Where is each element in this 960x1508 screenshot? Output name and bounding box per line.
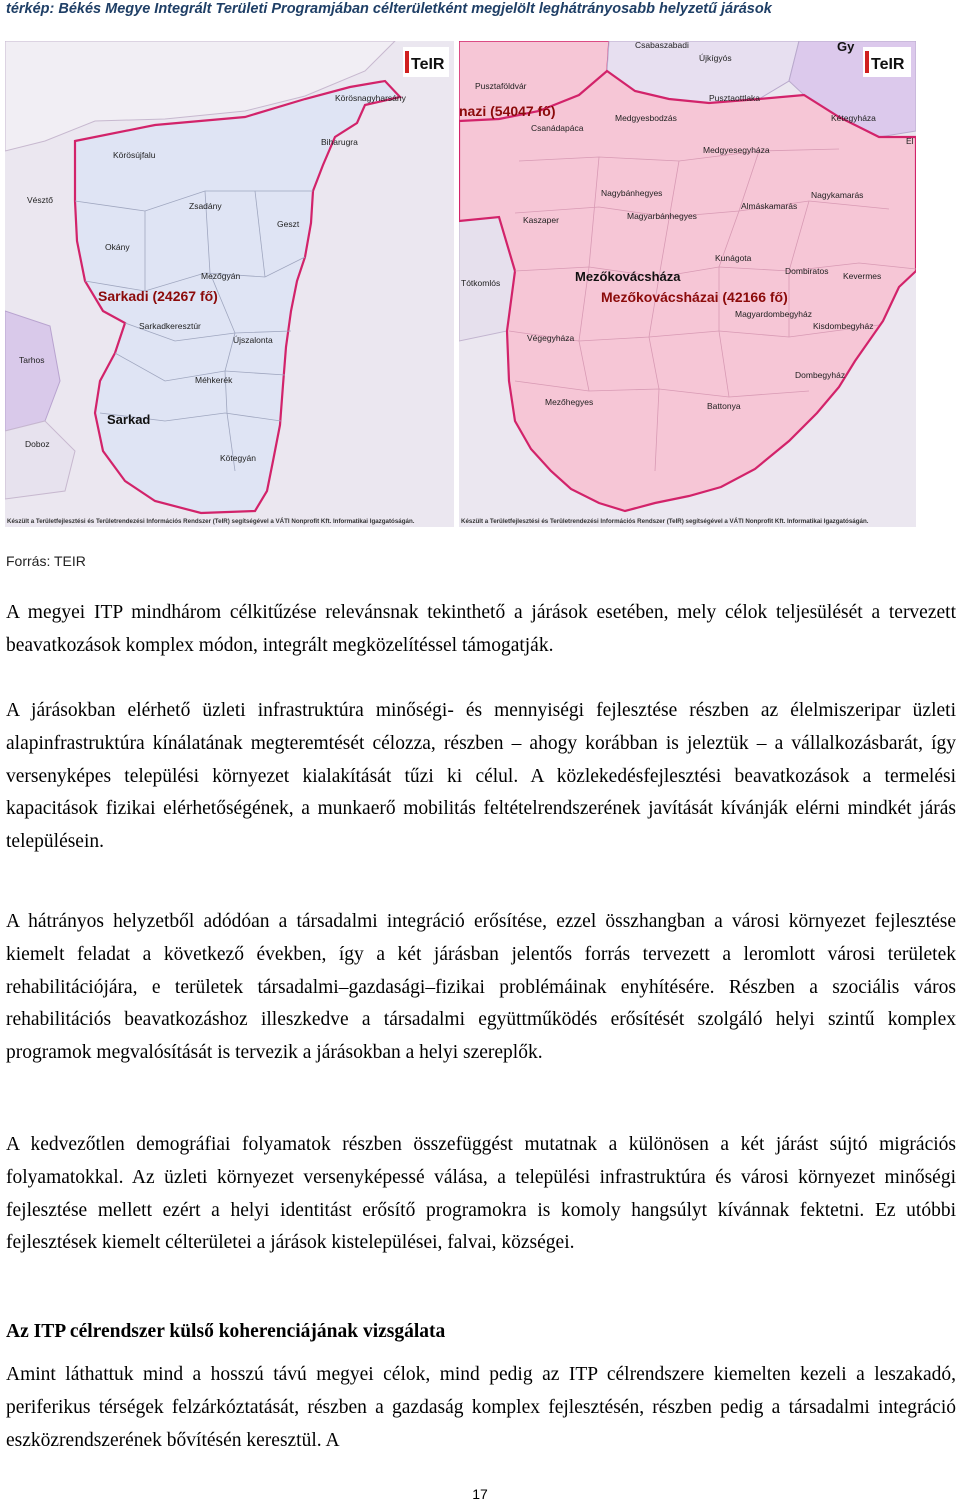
place-label: Dombegyház xyxy=(795,370,846,380)
place-label: Kunágota xyxy=(715,253,752,263)
place-label: Körösnagyharsány xyxy=(335,93,406,103)
partial-place-label: Gy xyxy=(837,41,855,54)
partial-district-label: nazi (54047 fő) xyxy=(459,103,556,119)
place-label: Pusztaföldvár xyxy=(475,81,527,91)
district-seat-label: Mezőkovácsháza xyxy=(575,269,681,284)
place-label: Csabaszabadi xyxy=(635,41,689,50)
place-label: Körösújfalu xyxy=(113,150,156,160)
page-number: 17 xyxy=(472,1486,488,1502)
section-heading: Az ITP célrendszer külső koherenciájának vizsgálata xyxy=(6,1321,446,1342)
place-label: Magyarbánhegyes xyxy=(627,211,697,221)
place-label: Nagybánhegyes xyxy=(601,188,663,198)
teir-logo: TeIR xyxy=(871,56,905,73)
place-label: Kétegyháza xyxy=(831,113,876,123)
place-label: Kaszaper xyxy=(523,215,559,225)
place-label: Okány xyxy=(105,242,130,252)
place-label: Nagykamarás xyxy=(811,190,864,200)
place-label: Pusztaottlaka xyxy=(709,93,761,103)
place-label: Csanádapáca xyxy=(531,123,584,133)
map-credit: Készült a Területfejlesztési és Területrendezési Információs Rendszer (TeIR) segítségével a VÁTI Nonprofit Kft. Informatikai Igazgatóságán. xyxy=(7,518,415,525)
place-label: Almáskamarás xyxy=(741,201,798,211)
place-label: Tarhos xyxy=(19,355,45,365)
place-label: Geszt xyxy=(277,219,300,229)
place-label: Újszalonta xyxy=(233,335,273,345)
place-label: Mezőgyán xyxy=(201,271,241,281)
district-label: Mezőkovácsházai (42166 fő) xyxy=(601,289,788,305)
district-label: Sarkadi (24267 fő) xyxy=(98,288,218,304)
body-paragraph: A járásokban elérhető üzleti infrastruktúra minőségi- és mennyiségi fejlesztése részben az élelmiszeripar üzleti alapinfrastruktúra kínálatának megteremtését célozza, részben – ahogy korábban is jeleztük – a vállalkozásbarát, így versenyképes települési környezet kialakítását tűzi ki célul. A közlekedésfejlesztési beavatkozások a termelési kapacitások fizikai elérhetőségének, a munkaerő mobilitás feltételrendszerének javítását kívánják elérni mindkét járás településein. xyxy=(6,700,956,853)
body-paragraph: A kedvezőtlen demográfiai folyamatok részben összefüggést mutatnak a különösen a két járást sújtó migrációs folyamatokkal. Az üzleti környezet versenyképessé válása, a települési infrastruktúra és városi környezet minőségi fejlesztése mellett ezért a helyi identitást erősítő programokra is komoly hangsúlyt kívánnak fektetni. Ez utóbbi fejlesztések kiemelt célterületei a járások kistelepülései, falvai, községei. xyxy=(6,1134,956,1254)
body-paragraph: A megyei ITP mindhárom célkitűzése relevánsnak tekinthető a járások esetében, mely célok teljesülését a tervezett beavatkozások komplex módon, integrált megközelítéssel támogatják. xyxy=(6,602,956,656)
body-paragraph: A hátrányos helyzetből adódóan a társadalmi integráció erősítése, ezzel összhangban a városi környezet fejlesztése kiemelt feladat a következő években, így a két járásban jelentős forrás tervezett a leromlott városi területek rehabilitációjára, e területek társadalmi–gazdasági–fizikai problémáinak enyhítésére. Részben a szociális város rehabilitációs beavatkozáshoz illeszkedve a társadalmi együttműködés erősítését szolgáló helyi szintű komplex programok megvalósítását is tervezik a járásokban a helyi szereplők. xyxy=(6,911,956,1064)
place-label: Vésztő xyxy=(27,195,53,205)
place-label: Medgyesbodzás xyxy=(615,113,677,123)
place-label: Kisdombegyház xyxy=(813,321,874,331)
place-label: Kötegyán xyxy=(220,453,256,463)
place-label: Végegyháza xyxy=(527,333,575,343)
figure-caption: térkép: Békés Megye Integrált Területi Programjában célterületként megjelölt leghátrányosabb helyzetű járások xyxy=(6,1,772,17)
place-label: Dombiratos xyxy=(785,266,829,276)
place-label: Doboz xyxy=(25,439,50,449)
place-label: Zsadány xyxy=(189,201,222,211)
map-credit: Készült a Területfejlesztési és Területrendezési Információs Rendszer (TeIR) segítségével a VÁTI Nonprofit Kft. Informatikai Igazgatóságán. xyxy=(461,518,869,525)
place-label: El xyxy=(906,136,914,146)
place-label: Tótkomlós xyxy=(461,278,501,288)
source-note: Forrás: TEIR xyxy=(6,553,86,569)
place-label: Mezőhegyes xyxy=(545,397,594,407)
map-sarkadi-district xyxy=(5,41,454,527)
place-label: Méhkerék xyxy=(195,375,233,385)
place-label: Kevermes xyxy=(843,271,882,281)
district-seat-label: Sarkad xyxy=(107,412,151,427)
place-label: Sarkadkeresztúr xyxy=(139,321,201,331)
place-label: Medgyesegyháza xyxy=(703,145,770,155)
place-label: Battonya xyxy=(707,401,741,411)
body-paragraph: Amint láthattuk mind a hosszú távú megyei célok, mind pedig az ITP célrendszere kiemelten kezeli a leszakadó, periferikus térségek felzárkóztatását, részben a gazdaság komplex fejlesztésén, részben pedig a társadalmi integráció eszközrendszerének bővítésén keresztül. A xyxy=(6,1364,956,1451)
teir-logo: TeIR xyxy=(411,56,445,73)
map-mezokovacshazai-district xyxy=(459,41,916,527)
place-label: Biharugra xyxy=(321,137,358,147)
place-label: Újkígyós xyxy=(699,53,732,63)
place-label: Magyardombegyház xyxy=(735,309,813,319)
